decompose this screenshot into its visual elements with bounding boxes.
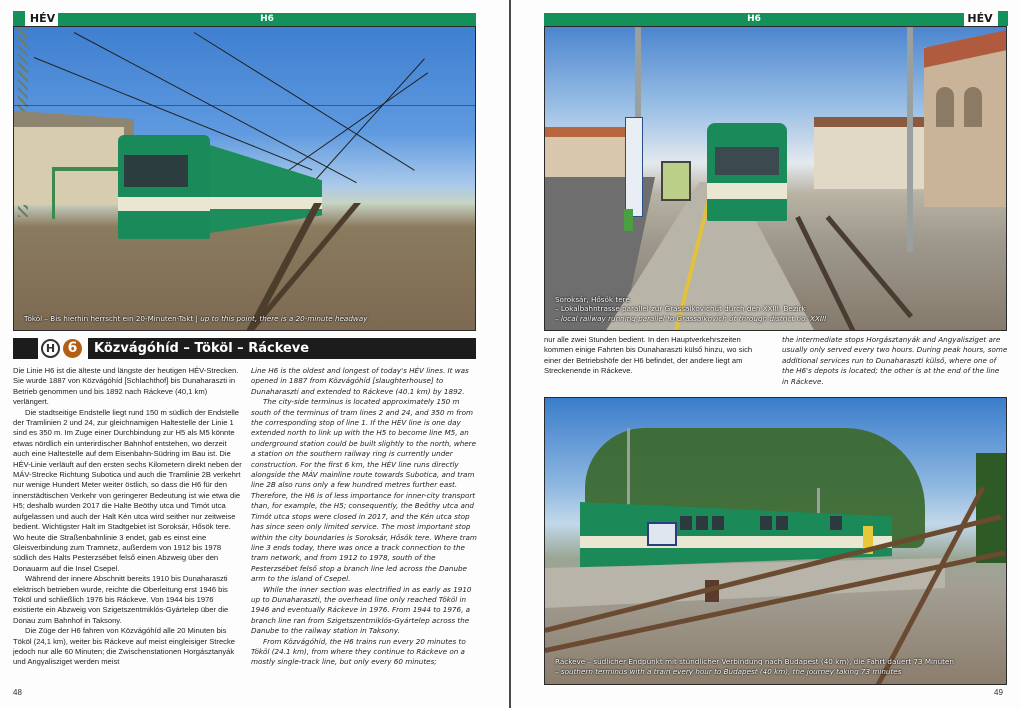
paragraph: Während der innere Abschnitt bereits 1910 bis Dunaharaszti elektrisch betrieben wurde, reichte die Oberleitung erst 1946 bis Tököl und schließlich 1976 bis Ráckeve. Von 1944 bis 1976 existierte ein Abzweig von Szigetszentmiklós-Gyártelep über die Donau zum Bahnhof in Taksony.: [13, 574, 229, 625]
paragraph: Line H6 is the oldest and longest of today's HÉV lines. It was opened in 1887 from Közvágóhíd [slaughterhouse] to Dunaharaszti and extended to Ráckeve (40.1 km) by 1892.: [251, 366, 469, 396]
paragraph: The city-side terminus is located approximately 150 m south of the terminus of tram lines 2 and 24, and 350 m from the corresponding stop of line 1. If the HÉV line is one day extended north to link up with the H5 to become line M5, an underground station could be built slightly to the north, where a station on the southern railway ring is currently under construction. For the first 6 km, the HÉV line runs directly alongside the MÁV mainline route towards Subotica, and tram line 2B also runs only a few hundred metres further east. Therefore, the H6 is of less importance for inner-city transport than, for example, the H5; consequently, the Beöthy utca and Timót utca stops were closed in 2017, and the Kén utca stop has since seen only limited service. The most important stop within the city boundaries is Soroksár, Hősök tere. Where tram line 3 ends today, there was once a track connection to the tram network, and from 1912 to 1978, south of the Pesterzsébet felső stop a branch line led across the Danube arm to the island of Csepel.: [251, 397, 477, 584]
section-tab-hev: HÉV: [13, 11, 58, 26]
paragraph: Die stadtseitige Endstelle liegt rund 150 m südlich der Endstelle der Tramlinien 2 und 24, zur gleichnamigen Haltestelle der Linie 1 sind es 350 m. Im Zuge einer Durchbindung zur H5 als M5 könnte etwas nördlich ein unterirdischer Bahnhof entstehen, wo derzeit auch eine Haltestelle auf dem Eisenbahn-Südring im Bau ist. Die HÉV-Linie verläuft auf den ersten sechs Kilometern direkt neben der MÁV-Strecke Richtung Subotica und auch die Tramlinie 2B verkehrt nur wenige Hundert Meter weiter östlich, so dass die H6 für den innerstädtischen Verkehr von geringerer Bedeutung ist wie etwa die H5; deshalb wurden 2017 die Halte Beöthy utca und Timót utca aufgelassen und auch der Halt Kén utca wird seither nur zeitweise bedient. Wichtigster Halt im Stadtgebiet ist Soroksár, Hősök tere. Wo heute die Straßenbahnlinie 3 endet, gab es einst eine Gleisverbindung zum Tramnetz, außerdem von 1912 bis 1978 südlich des Halts Pesterzsébet felső einen Abzweig über den Donauarm auf die Insel Csepel.: [13, 407, 242, 573]
train-front: [118, 135, 210, 239]
photo-soroksar-hosok-tere: [544, 26, 1007, 331]
corner-building: [924, 47, 1006, 207]
running-header-line: H6: [747, 14, 761, 24]
photo-rackeve-terminus: [544, 397, 1007, 685]
line-number-badge: 6: [63, 339, 82, 358]
german-text-column: [13, 366, 242, 668]
running-header-bar: [58, 13, 476, 26]
trash-bin: [624, 209, 633, 231]
photo-caption: Ráckeve – südlicher Endpunkt mit stündlicher Verbindung nach Budapest (40 km), die Fahrt dauert 73 Minuten – southern terminus with a train every hour to Budapest (40 km), the journey taking 73 minutes: [555, 657, 954, 676]
houses: [545, 137, 625, 177]
hev-logo-icon: H: [41, 339, 60, 358]
running-header-bar: [544, 13, 964, 26]
english-text-column: [251, 366, 478, 668]
route-title: Közvágóhíd – Tököl – Ráckeve: [88, 338, 476, 359]
paragraph: Die Züge der H6 fahren von Közvágóhíd alle 20 Minuten bis Tököl (24,1 km), weiter bis Ráckeve auf meist eingleisiger Strecke jedoch nur alle 60 Minuten; die Zwischenstationen Horgásztanyák und Angyalisziget werden meist: [13, 626, 235, 667]
advertising-panel: [661, 161, 691, 201]
catenary-mast: [907, 27, 913, 252]
photo-caption: Soroksár, Hősök tere – Lokalbahntrasse parallel zur Grassalkovichút durch den XXIII. Bezirk – local railway running parallel to Grassalkovich út through district no. XXIII: [555, 294, 827, 323]
paragraph: From Közvágóhíd, the H6 trains run every 20 minutes to Tököl (24.1 km), from where they continue to Ráckeve on a mostly single-track line, but only every 60 minutes;: [251, 636, 466, 667]
section-tab-hev: HÉV: [964, 11, 1008, 26]
title-bar-block: [13, 338, 38, 359]
trees: [976, 453, 1006, 563]
paragraph: While the inner section was electrified in as early as 1910 up to Dunaharaszti, the overhead line only reached Tököl in 1946 and eventually Ráckeve in 1976. From 1944 to 1976, a branch line ran from Szigetszentmiklós-Gyártelep across the Danube to the railway station in Taksony.: [251, 584, 472, 636]
train-front: [707, 123, 787, 221]
overhead-wire: [14, 105, 476, 106]
paragraph: Die Linie H6 ist die älteste und längste der heutigen HÉV-Strecken. Sie wurde 1887 von Közvágóhíd [Schlachthof] bis Dunaharaszti in Betrieb genommen und bis 1892 nach Ráckeve (40,1 km) verlängert.: [13, 366, 239, 407]
overhead-wire: [304, 58, 425, 192]
english-text-column: [782, 335, 1008, 387]
page-number: 48: [13, 688, 22, 697]
overhead-wire: [194, 32, 415, 171]
stop-sign: [625, 117, 643, 217]
page-number: 49: [994, 688, 1003, 697]
photo-tokol-station: [13, 26, 476, 331]
photo-caption: Tököl – Bis hierhin herrscht ein 20-Minuten-Takt | up to this point, there is a 20-minute headway: [24, 313, 368, 323]
route-title-bar: [13, 338, 476, 359]
german-text-column: [544, 335, 770, 377]
running-header-line: H6: [260, 14, 274, 24]
information-board: [647, 522, 677, 546]
paragraph: the intermediate stops Horgásztanyák and Angyalisziget are usually only served every two hours. During peak hours, some additional services run to Dunaharaszti külső, where one of the H6's depots is located; the other is at the end of the line in Ráckeve.: [782, 335, 1008, 386]
paragraph: nur alle zwei Stunden bedient. In den Hauptverkehrszeiten kommen einige Fahrten bis Dunaharaszti külső hinzu, wo sich einer der Betriebshöfe der H6 befindet, der andere liegt am Streckenende in Ráckeve.: [544, 335, 753, 376]
left-page: [0, 0, 509, 708]
